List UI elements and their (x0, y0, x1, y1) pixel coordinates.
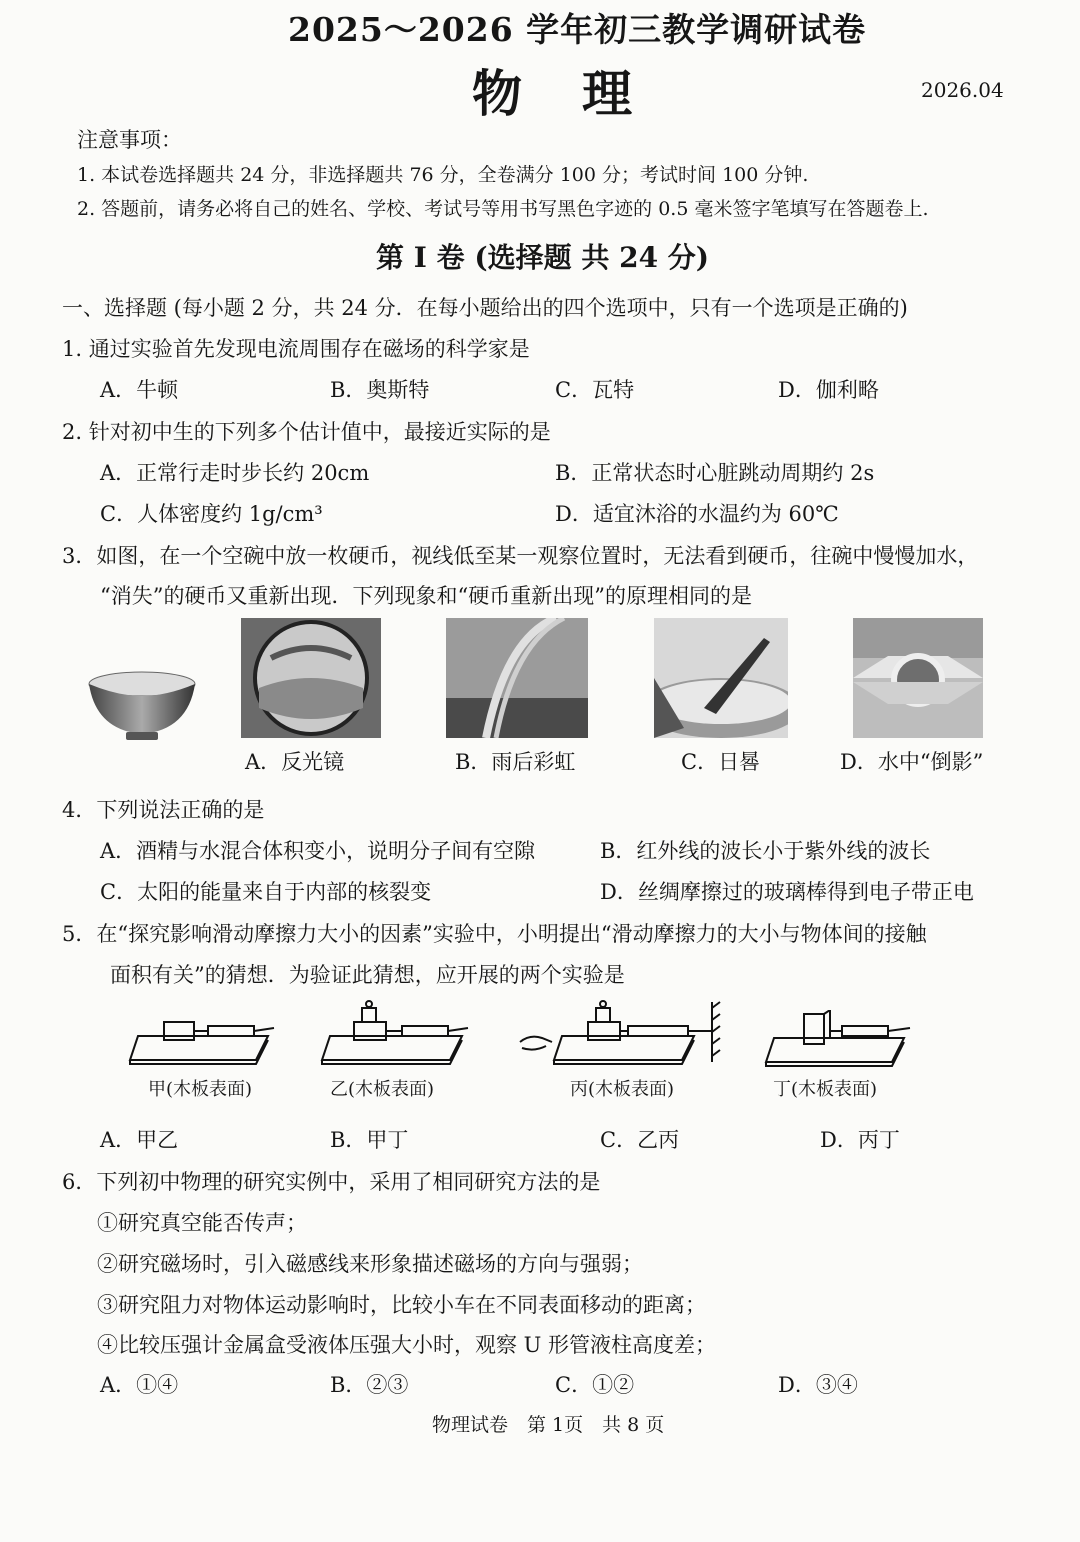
section-instructions: 一、选择题 (每小题 2 分，共 24 分．在每小题给出的四个选项中，只有一个选项是正确的) (62, 296, 908, 320)
notice-heading: 注意事项： (77, 128, 182, 152)
figure-caption-jia: 甲(木板表面) (148, 1079, 253, 1100)
section-title: 第 I 卷 (选择题 共 24 分) (376, 241, 710, 274)
sundial-image (654, 618, 788, 738)
q1-option-a: A．牛顿 (100, 378, 179, 402)
q6-item-1: ①研究真空能否传声； (97, 1211, 307, 1235)
q6-item-3: ③研究阻力对物体运动影响时，比较小车在不同表面移动的距离； (97, 1293, 706, 1317)
exam-date: 2026.04 (921, 78, 1004, 102)
figure-caption-bing: 丙(木板表面) (570, 1079, 675, 1100)
q3-option-a: A．反光镜 (245, 750, 345, 774)
q5-option-b: B．甲丁 (330, 1128, 409, 1152)
q6-item-2: ②研究磁场时，引入磁感线来形象描述磁场的方向与强弱； (97, 1252, 643, 1276)
question-5-stem-line2: 面积有关”的猜想．为验证此猜想，应开展的两个实验是 (110, 963, 625, 987)
q2-option-d: D．适宜沐浴的水温约为 60℃ (555, 502, 839, 526)
q4-option-c: C．太阳的能量来自于内部的核裂变 (100, 880, 432, 904)
q3-option-b: B．雨后彩虹 (455, 750, 576, 774)
q4-option-b: B．红外线的波长小于紫外线的波长 (600, 839, 931, 863)
q6-item-4: ④比较压强计金属盒受液体压强大小时，观察 U 形管液柱高度差； (97, 1333, 717, 1357)
notice-item-2: 2. 答题前，请务必将自己的姓名、学校、考试号等用书写黑色字迹的 0.5 毫米签字笔填写在答题卷上. (77, 198, 929, 220)
bowl-image (86, 668, 198, 748)
q6-option-d: D．③④ (778, 1373, 858, 1397)
experiment-ding-figure (764, 1010, 914, 1068)
q2-option-a: A．正常行走时步长约 20cm (100, 461, 370, 485)
q4-option-a: A．酒精与水混合体积变小，说明分子间有空隙 (100, 839, 536, 863)
experiment-jia-figure (128, 1006, 278, 1066)
q1-option-d: D．伽利略 (778, 378, 879, 402)
q1-option-c: C．瓦特 (555, 378, 635, 402)
experiment-bing-figure (516, 998, 726, 1070)
question-6-stem: 6．下列初中物理的研究实例中，采用了相同研究方法的是 (62, 1170, 601, 1194)
q5-option-c: C．乙丙 (600, 1128, 680, 1152)
bridge-reflection-image (853, 618, 983, 738)
q6-option-b: B．②③ (330, 1373, 409, 1397)
q3-option-d: D．水中“倒影” (840, 750, 984, 774)
question-5-stem-line1: 5．在“探究影响滑动摩擦力大小的因素”实验中，小明提出“滑动摩擦力的大小与物体间的接触 (62, 922, 927, 946)
subject-title: 物理 (472, 64, 692, 123)
q5-option-d: D．丙丁 (820, 1128, 900, 1152)
question-3-stem-line1: 3．如图，在一个空碗中放一枚硬币，视线低至某一观察位置时，无法看到硬币，往碗中慢慢加水， (62, 544, 979, 568)
question-1-stem: 1. 通过实验首先发现电流周围存在磁场的科学家是 (62, 337, 530, 361)
q2-option-c: C．人体密度约 1g/cm³ (100, 502, 323, 526)
q2-option-b: B．正常状态时心脏跳动周期约 2s (555, 461, 875, 485)
page-footer: 物理试卷 第 1页 共 8 页 (432, 1414, 665, 1436)
question-4-stem: 4．下列说法正确的是 (62, 798, 265, 822)
figure-caption-yi: 乙(木板表面) (330, 1079, 435, 1100)
figure-caption-ding: 丁(木板表面) (773, 1079, 878, 1100)
notice-item-1: 1. 本试卷选择题共 24 分，非选择题共 76 分，全卷满分 100 分；考试时间 100 分钟. (77, 164, 809, 186)
q5-option-a: A．甲乙 (100, 1128, 179, 1152)
q3-option-c: C．日晷 (681, 750, 761, 774)
q6-option-a: A．①④ (100, 1373, 179, 1397)
q6-option-c: C．①② (555, 1373, 635, 1397)
q1-option-b: B．奥斯特 (330, 378, 430, 402)
question-2-stem: 2. 针对初中生的下列多个估计值中，最接近实际的是 (62, 420, 551, 444)
exam-title: 2025～2026 学年初三教学调研试卷 (288, 10, 867, 49)
experiment-yi-figure (320, 998, 472, 1066)
question-3-stem-line2: “消失”的硬币又重新出现．下列现象和“硬币重新出现”的原理相同的是 (100, 584, 752, 608)
rainbow-image (446, 618, 588, 738)
q4-option-d: D．丝绸摩擦过的玻璃棒得到电子带正电 (600, 880, 974, 904)
convex-mirror-image (241, 618, 381, 738)
